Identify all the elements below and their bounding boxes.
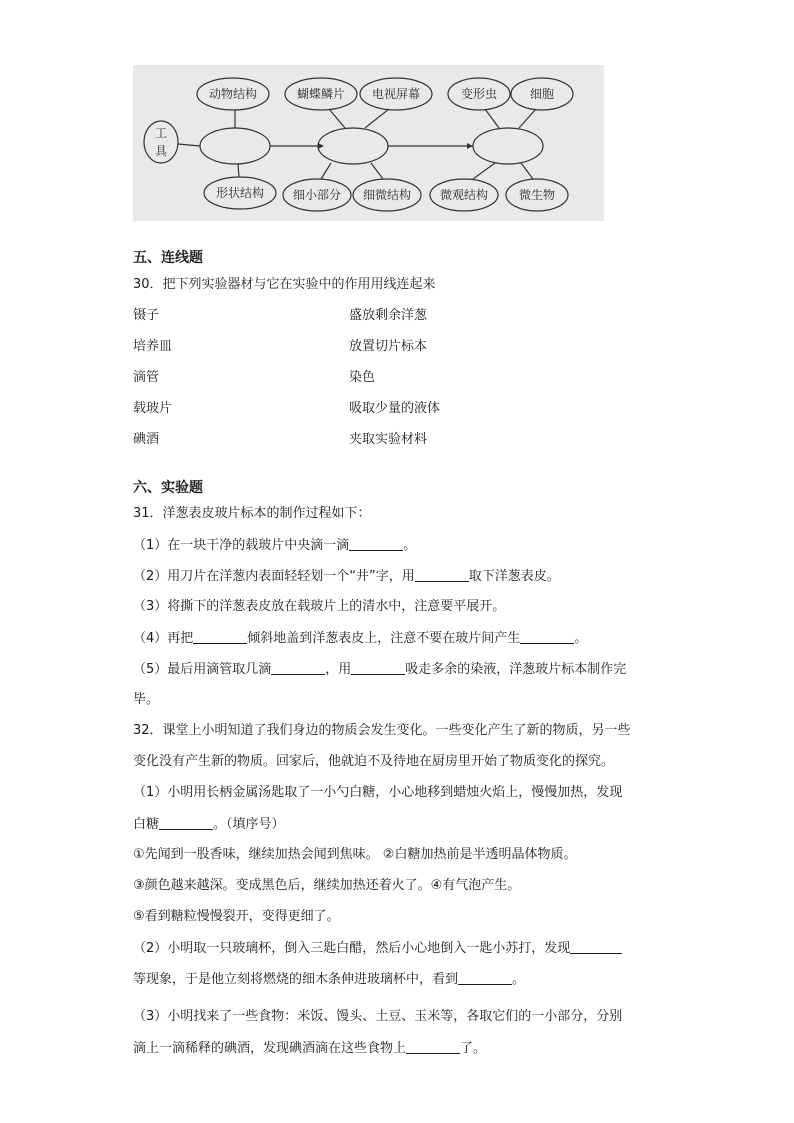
top-label: 细胞	[529, 87, 555, 101]
answer-blank[interactable]	[415, 567, 469, 582]
answer-blank[interactable]	[520, 629, 574, 644]
equipment-item: 培养皿	[133, 339, 173, 354]
equipment-item: 载玻片	[133, 401, 173, 416]
tool-label: 工	[154, 126, 168, 140]
function-item: 染色	[349, 370, 376, 385]
top-label: 蝴蝶鳞片	[296, 87, 346, 101]
answer-blank[interactable]	[159, 815, 213, 830]
answer-blank[interactable]	[406, 1039, 460, 1054]
concept-map	[133, 65, 604, 221]
q32-part1-cont: 白糖 。（填序号）	[133, 817, 285, 832]
q32-part2-cont: 等现象，于是他立刻将燃烧的细木条伸进玻璃杯中，看到 。	[133, 972, 526, 987]
question-31: 31．洋葱表皮玻片标本的制作过程如下：	[133, 506, 371, 521]
q32-part3-cont: 滴上一滴稀释的碘酒，发现碘酒滴在这些食物上 了。	[133, 1041, 487, 1056]
option-line: ①先闻到一股香味，继续加热会闻到焦味。 ②白糖加热前是半透明晶体物质。	[133, 847, 577, 862]
q31-step1: （1）在一块干净的载玻片中央滴一滴 。	[133, 538, 417, 553]
q31-step2: （2）用刀片在洋葱内表面轻轻划一个“井”字，用 取下洋葱表皮。	[133, 569, 560, 584]
q31-step3: （3）将撕下的洋葱表皮放在载玻片上的清水中，注意要平展开。	[133, 599, 506, 614]
bottom-label: 微生物	[518, 188, 556, 202]
q31-step5-cont: 毕。	[133, 692, 160, 707]
equipment-item: 碘酒	[133, 432, 160, 447]
bottom-label: 形状结构	[215, 186, 265, 200]
answer-blank[interactable]	[351, 660, 405, 675]
q31-step4: （4）再把 倾斜地盖到洋葱表皮上，注意不要在玻片间产生 。	[133, 631, 588, 646]
answer-blank[interactable]	[349, 536, 403, 551]
equipment-item: 镊子	[133, 308, 160, 323]
question-30: 30．把下列实验器材与它在实验中的作用用线连起来	[133, 277, 436, 292]
q32-part3: （3）小明找来了一些食物：米饭、馒头、土豆、玉米等，各取它们的一小部分，分别	[133, 1009, 623, 1024]
concept-map-photo	[133, 65, 604, 221]
question-32: 32．课堂上小明知道了我们身边的物质会发生变化。一些变化产生了新的物质，另一些	[133, 723, 631, 738]
answer-blank[interactable]	[570, 939, 622, 954]
option-line: ⑤看到糖粒慢慢裂开，变得更细了。	[133, 909, 340, 924]
function-item: 放置切片标本	[349, 339, 428, 354]
answer-blank[interactable]	[458, 970, 512, 985]
hub-left	[200, 128, 270, 164]
top-label: 变形虫	[460, 87, 498, 101]
equipment-item: 滴管	[133, 370, 160, 385]
bottom-label: 微观结构	[439, 188, 489, 202]
function-item: 盛放剩余洋葱	[349, 308, 428, 323]
section6-heading: 六、实验题	[133, 480, 203, 496]
answer-blank[interactable]	[271, 660, 325, 675]
top-label: 动物结构	[208, 87, 258, 101]
svg-text:具: 具	[154, 144, 168, 158]
function-item: 夹取实验材料	[349, 432, 428, 447]
top-label: 电视屏幕	[371, 87, 421, 101]
q32-part1: （1）小明用长柄金属汤匙取了一小勺白糖，小心地移到蜡烛火焰上，慢慢加热，发现	[133, 785, 623, 800]
function-item: 吸取少量的液体	[349, 401, 441, 416]
question-32-cont: 变化没有产生新的物质。回家后，他就迫不及待地在厨房里开始了物质变化的探究。	[133, 754, 615, 769]
hub-middle	[318, 128, 388, 164]
q31-step5: （5）最后用滴管取几滴 ，用 吸走多余的染液，洋葱玻片标本制作完	[133, 662, 627, 677]
bottom-label: 细小部分	[292, 188, 342, 202]
q32-part2: （2）小明取一只玻璃杯，倒入三匙白醋，然后小心地倒入一匙小苏打，发现	[133, 939, 622, 958]
hub-right	[473, 128, 543, 164]
bottom-label: 细微结构	[362, 188, 412, 202]
option-line: ③颜色越来越深。变成黑色后，继续加热还着火了。④有气泡产生。	[133, 878, 521, 893]
answer-blank[interactable]	[193, 629, 247, 644]
section5-heading: 五、连线题	[133, 250, 203, 266]
